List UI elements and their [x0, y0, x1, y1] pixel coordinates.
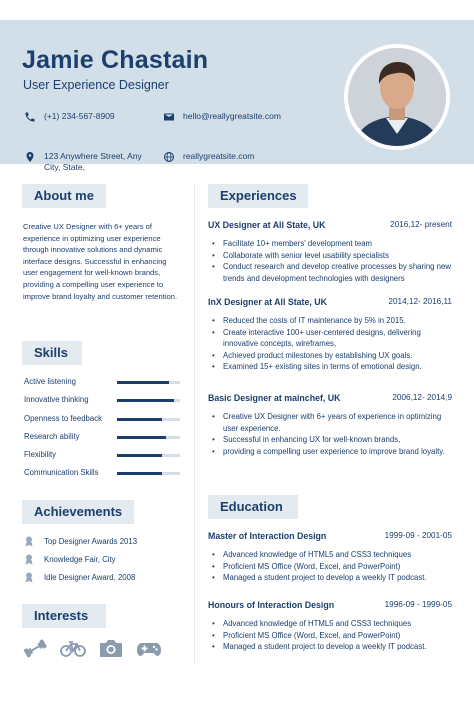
skill-bar-track [117, 381, 180, 384]
education-entry [208, 600, 452, 653]
job-entry-date: 2014,12- 2016,11 [388, 297, 452, 306]
bullet-item: • Examined 15+ existing sites in terms of emotional design. [208, 361, 452, 373]
education-entry-bullets [208, 549, 452, 584]
phone-icon [24, 111, 36, 123]
portrait-illustration [348, 48, 446, 146]
skill-label: Communication Skills [24, 468, 99, 478]
job-entry-header [208, 297, 452, 311]
skill-bar-fill [117, 399, 174, 402]
skills-heading: Skills [22, 341, 82, 365]
cycling-icon [60, 638, 86, 658]
fitness-icon [22, 638, 48, 658]
camera-icon [98, 638, 124, 658]
experiences-heading: Experiences [208, 184, 308, 208]
job-entry-header [208, 393, 452, 407]
job-entry-title: Basic Designer at mainchef, UK [208, 393, 341, 403]
email-text[interactable]: hello@reallygreatsite.com [183, 111, 281, 121]
award-icon [24, 536, 34, 547]
bullet-item: • Facilitate 10+ members' development team [208, 238, 452, 250]
skill-label: Innovative thinking [24, 395, 89, 405]
interests-heading: Interests [22, 604, 106, 628]
achievement-text: Knowledge Fair, City [44, 554, 116, 564]
education-heading: Education [208, 495, 298, 519]
contact-email [163, 111, 281, 123]
person-name: Jamie Chastain [22, 46, 209, 74]
bullet-item: • Advanced knowledge of HTML5 and CSS3 techniques [208, 618, 452, 630]
achievement-item [24, 532, 194, 550]
education-entry-title: Master of Interaction Design [208, 531, 327, 541]
skill-label: Active listening [24, 377, 77, 386]
job-entry [208, 297, 452, 373]
skill-row [24, 432, 184, 450]
interests-icons [22, 638, 162, 658]
skill-bar-fill [117, 418, 162, 421]
bullet-item: • Collaborate with senior level usability specialists [208, 250, 452, 262]
website-text[interactable]: reallygreatsite.com [183, 151, 255, 161]
bullet-item: • providing a compelling user experience to improve brand loyalty. [208, 446, 452, 458]
job-entry-date: 2006,12- 2014,9 [392, 393, 452, 402]
job-entry-bullets [208, 238, 452, 284]
skill-row [24, 450, 184, 468]
achievements-list [24, 532, 194, 586]
bullet-item: • Creative UX Designer with 6+ years of experience in optimizing user experience. [208, 411, 452, 434]
skill-bar-track [117, 472, 180, 475]
achievement-text: Idle Designer Award, 2008 [44, 572, 136, 582]
bullet-item: • Reduced the costs of IT maintenance by 5% in 2015. [208, 315, 452, 327]
skill-bar-track [117, 454, 180, 457]
bullet-item: • Advanced knowledge of HTML5 and CSS3 techniques [208, 549, 452, 561]
gaming-icon [136, 638, 162, 658]
job-entry-date: 2016,12- present [390, 220, 452, 229]
bullet-item: • Successful in enhancing UX for well-known brands, [208, 434, 452, 446]
bullet-item: • Managed a student project to develop a weekly IT podcast. [208, 641, 452, 653]
skill-row [24, 395, 184, 413]
skill-bar-fill [117, 436, 166, 439]
skill-bar-track [117, 399, 180, 402]
education-entry-title: Honours of Interaction Design [208, 600, 335, 610]
job-entry [208, 393, 452, 457]
skill-row [24, 377, 184, 395]
globe-icon [163, 151, 175, 163]
skill-row [24, 468, 184, 486]
skill-label: Flexibility [24, 450, 57, 460]
achievements-heading: Achievements [22, 500, 134, 524]
education-entry-date: 1999-09 - 2001-05 [384, 531, 452, 540]
bullet-item: • Proficient MS Office (Word, Excel, and PowerPoint) [208, 561, 452, 573]
skill-label: Openness to feedback [24, 413, 103, 423]
address-text: 123 Anywhere Street, Any City, State, [44, 151, 142, 172]
bullet-item: • Create interactive 100+ user-centered designs, delivering innovative concepts, wireframes, [208, 327, 452, 350]
about-text: Creative UX Designer with 6+ years of experience in optimizing user experience through innovative solutions and dynamic interface designs. Successful in enhancing user engagement for well-known brands, providing a compelling user experience to improve brand loyalty and customer retention. [23, 222, 178, 301]
location-pin-icon [24, 151, 36, 163]
skill-label: Research ability [24, 431, 80, 441]
bullet-item: • Conduct research and develop creative processes by sharing new trends and development technologies with designers [208, 261, 452, 284]
skill-bar-fill [117, 472, 162, 475]
bullet-item: • Proficient MS Office (Word, Excel, and PowerPoint) [208, 630, 452, 642]
skill-bar-track [117, 418, 180, 421]
job-entry-title: UX Designer at All State, UK [208, 220, 326, 230]
award-icon [24, 554, 34, 565]
education-entry-header [208, 531, 452, 545]
achievement-text: Top Designer Awards 2013 [44, 536, 138, 546]
email-icon [163, 111, 175, 123]
contact-address [24, 151, 154, 173]
bullet-item: • Achieved product milestones by establishing UX goals. [208, 350, 452, 362]
education-entry-header [208, 600, 452, 614]
award-icon [24, 572, 34, 583]
achievement-item [24, 550, 194, 568]
skill-bar-track [117, 436, 180, 439]
job-entry-title: InX Designer at All State, UK [208, 297, 327, 307]
skill-bar-fill [117, 381, 169, 384]
phone-text[interactable]: (+1) 234-567-8909 [44, 111, 115, 121]
skills-list [24, 377, 184, 487]
job-entry-bullets [208, 411, 452, 457]
bullet-item: • Managed a student project to develop a weekly IT podcast. [208, 572, 452, 584]
about-heading: About me [22, 184, 106, 208]
job-entry-bullets [208, 315, 452, 373]
education-entry [208, 531, 452, 584]
education-entry-bullets [208, 618, 452, 653]
job-entry-header [208, 220, 452, 234]
achievement-item [24, 568, 194, 586]
contact-website [163, 151, 254, 163]
skill-row [24, 414, 184, 432]
education-entry-date: 1996-09 - 1999-05 [384, 600, 452, 609]
job-title: User Experience Designer [23, 78, 169, 92]
profile-photo [344, 44, 450, 150]
skill-bar-fill [117, 454, 162, 457]
column-divider [194, 184, 195, 664]
contact-phone [24, 111, 115, 123]
job-entry [208, 220, 452, 284]
